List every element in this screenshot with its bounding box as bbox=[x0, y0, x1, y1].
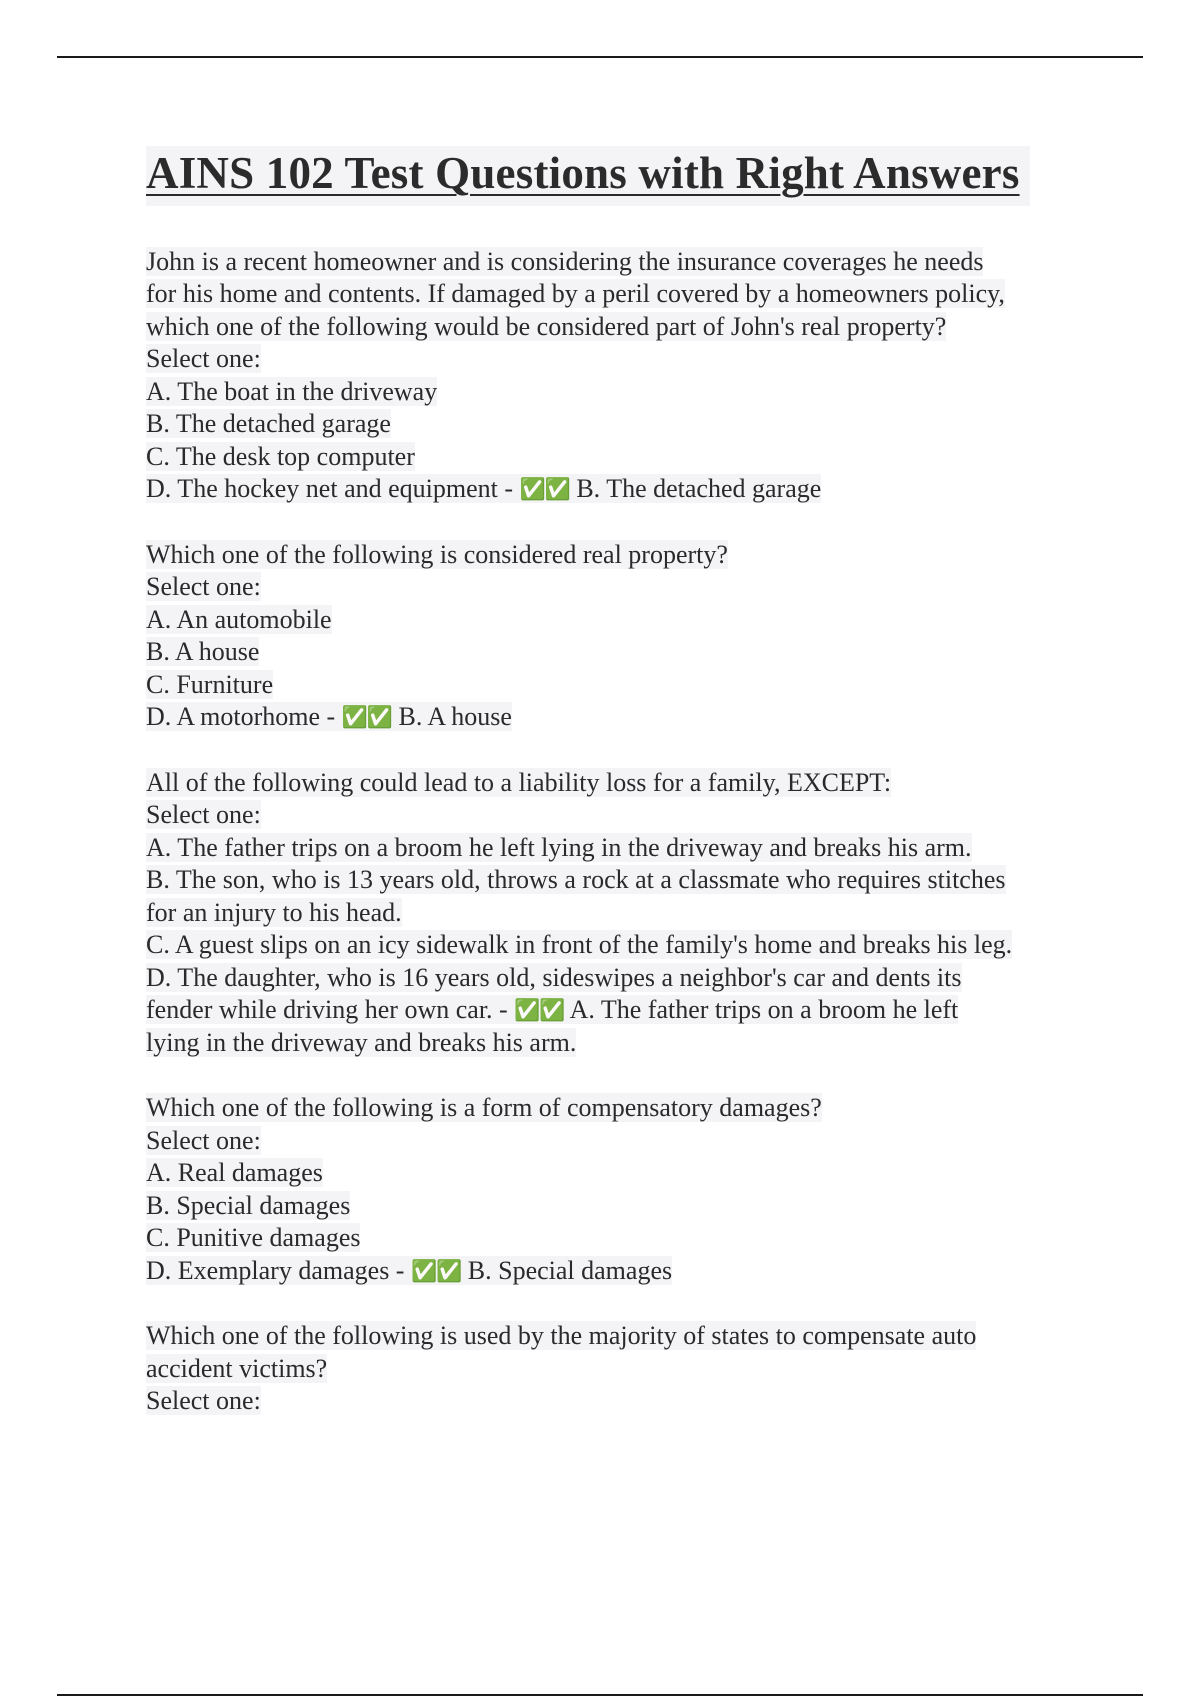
question-text: Which one of the following is considered real property? bbox=[146, 539, 728, 569]
option-d: D. The hockey net and equipment - bbox=[146, 474, 520, 504]
option-a: A. Real damages bbox=[146, 1158, 323, 1188]
select-one-label: Select one: bbox=[146, 1386, 261, 1416]
option-c: C. Furniture bbox=[146, 669, 274, 699]
select-one-label: Select one: bbox=[146, 572, 261, 602]
option-b: B. The detached garage bbox=[146, 409, 391, 439]
option-b-continued: for an injury to his head. bbox=[146, 897, 402, 927]
option-b: B. A house bbox=[146, 637, 260, 667]
option-b: B. Special damages bbox=[146, 1190, 351, 1220]
option-c: C. The desk top computer bbox=[146, 441, 415, 471]
option-d-continued: fender while driving her own car. - bbox=[146, 995, 515, 1025]
answer-text: A. The father trips on a broom he left bbox=[569, 995, 959, 1025]
question-2 bbox=[146, 539, 1096, 734]
question-text: All of the following could lead to a liability loss for a family, EXCEPT: bbox=[146, 767, 892, 797]
select-one-label: Select one: bbox=[146, 800, 261, 830]
top-rule bbox=[57, 56, 1143, 58]
question-4 bbox=[146, 1092, 1096, 1287]
document-title: AINS 102 Test Questions with Right Answers bbox=[146, 146, 1030, 206]
question-5 bbox=[146, 1320, 1096, 1418]
question-text: Which one of the following is used by the majority of states to compensate auto bbox=[146, 1321, 977, 1351]
double-check-icon: ✅✅ bbox=[341, 705, 393, 730]
double-check-icon: ✅✅ bbox=[514, 998, 565, 1023]
question-text: which one of the following would be considered part of John's real property? bbox=[146, 311, 947, 341]
option-c: C. Punitive damages bbox=[146, 1223, 361, 1253]
option-b: B. The son, who is 13 years old, throws a rock at a classmate who requires stitches bbox=[146, 865, 1006, 895]
option-d: D. A motorhome - bbox=[146, 702, 342, 732]
option-a: A. The boat in the driveway bbox=[146, 376, 438, 406]
double-check-icon: ✅✅ bbox=[410, 1258, 462, 1283]
double-check-icon: ✅✅ bbox=[519, 477, 570, 502]
answer-text: B. Special damages bbox=[467, 1255, 673, 1285]
answer-text: B. The detached garage bbox=[576, 474, 822, 504]
answer-text-continued: lying in the driveway and breaks his arm. bbox=[146, 1027, 577, 1057]
question-text: for his home and contents. If damaged by a peril covered by a homeowners policy, bbox=[146, 279, 1005, 309]
option-a: A. An automobile bbox=[146, 604, 332, 634]
question-text-continued: accident victims? bbox=[146, 1353, 328, 1383]
option-d: D. Exemplary damages - bbox=[146, 1255, 411, 1285]
option-d: D. The daughter, who is 16 years old, sideswipes a neighbor's car and dents its bbox=[146, 962, 962, 992]
document-body bbox=[146, 146, 1096, 1451]
question-text: John is a recent homeowner and is considering the insurance coverages he needs bbox=[146, 246, 984, 276]
question-1 bbox=[146, 246, 1096, 506]
answer-text: B. A house bbox=[398, 702, 512, 732]
select-one-label: Select one: bbox=[146, 1125, 261, 1155]
option-a: A. The father trips on a broom he left lying in the driveway and breaks his arm. bbox=[146, 832, 972, 862]
question-text: Which one of the following is a form of compensatory damages? bbox=[146, 1093, 822, 1123]
question-3 bbox=[146, 767, 1096, 1060]
option-c: C. A guest slips on an icy sidewalk in front of the family's home and breaks his leg. bbox=[146, 930, 1013, 960]
question-list bbox=[146, 246, 1096, 1418]
bottom-rule bbox=[57, 1694, 1143, 1696]
select-one-label: Select one: bbox=[146, 344, 261, 374]
